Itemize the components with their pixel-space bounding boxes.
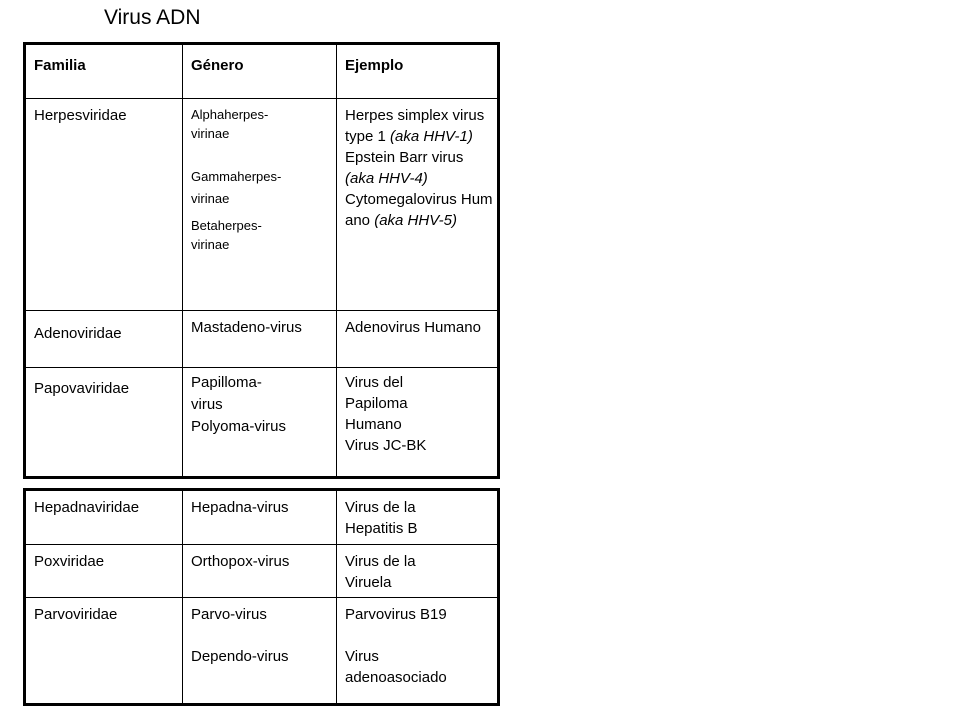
header-genero: Género <box>183 44 337 99</box>
table-row-hepadnaviridae <box>25 490 499 545</box>
genus-line: Betaherpes- <box>191 218 262 233</box>
example-cell: Adenovirus Humano <box>337 311 499 368</box>
genus-line: Gammaherpes- <box>191 169 282 184</box>
example-entry: Epstein Barr virus (aka HHV-4) <box>345 149 464 187</box>
family-cell: Adenoviridae <box>25 311 183 368</box>
table-row-adenoviridae <box>25 311 499 368</box>
family-cell: Herpesviridae <box>25 99 183 311</box>
family-cell: Hepadnaviridae <box>25 490 183 545</box>
genus-line: virinae <box>191 237 230 252</box>
example-entry: Virus del Papiloma Humano <box>345 374 408 433</box>
dna-virus-table-main <box>23 42 500 479</box>
page-title: Virus ADN <box>104 6 201 29</box>
genus-cell <box>183 99 337 311</box>
genus-line: virinae <box>191 191 230 206</box>
genus-line: Polyoma-virus <box>191 418 287 435</box>
genus-line: Papilloma-virus <box>191 374 262 413</box>
genus-cell <box>183 368 337 478</box>
example-cell: Virus de la Hepatitis B <box>337 490 499 545</box>
genus-cell: Hepadna-virus <box>183 490 337 545</box>
table-header-row <box>25 44 499 99</box>
genus-line: Alphaherpes- <box>191 107 269 122</box>
table-row-parvoviridae <box>25 598 499 705</box>
genus-line: Parvo-virus <box>191 606 267 623</box>
genus-cell: Orthopox-virus <box>183 545 337 598</box>
example-cell <box>337 368 499 478</box>
example-entry: Virus JC-BK <box>345 437 427 454</box>
genus-cell: Mastadeno-virus <box>183 311 337 368</box>
header-familia: Familia <box>25 44 183 99</box>
example-cell: Virus de la Viruela <box>337 545 499 598</box>
example-entry: Cytomegalovirus Humano (aka HHV-5) <box>345 191 493 229</box>
example-cell <box>337 99 499 311</box>
table-row-poxviridae <box>25 545 499 598</box>
example-entry: Herpes simplex virus type 1 (aka HHV-1) <box>345 107 485 145</box>
family-cell: Parvoviridae <box>25 598 183 705</box>
family-cell: Poxviridae <box>25 545 183 598</box>
family-cell: Papovaviridae <box>25 368 183 478</box>
example-entry: Virus adenoasociado <box>345 648 447 686</box>
genus-line: Dependo-virus <box>191 648 289 665</box>
table-row-herpesviridae <box>25 99 499 311</box>
example-entry: Parvovirus B19 <box>345 606 447 623</box>
genus-line: virinae <box>191 126 230 141</box>
header-ejemplo: Ejemplo <box>337 44 499 99</box>
dna-virus-table-continued <box>23 488 500 706</box>
table-row-papovaviridae <box>25 368 499 478</box>
example-cell <box>337 598 499 705</box>
genus-cell <box>183 598 337 705</box>
